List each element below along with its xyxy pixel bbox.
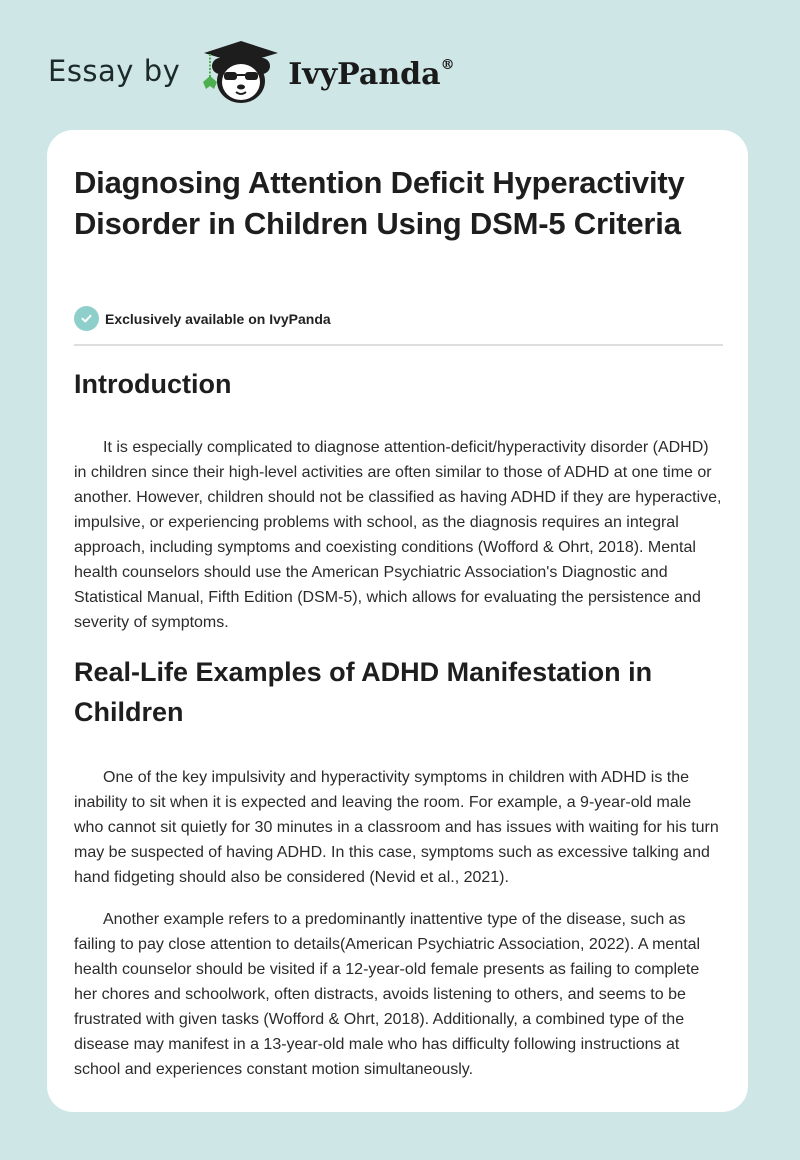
brand-text: IvyPanda (288, 56, 441, 92)
article-title: Diagnosing Attention Deficit Hyperactivity Disorder in Children Using DSM-5 Criteria (74, 165, 685, 241)
paragraph: Another example refers to a predominantly inattentive type of the disease, such as failing to pay close attention to details(American Psychiatric Association, 2022). A mental health counselor should be visited if a 12-year-old female presents as failing to complete her chores and schoolwork, often distracts, avoids listening to others, and seems to be frustrated with given tasks (Wofford & Ohrt, 2018). Additionally, a combined type of the disease may manifest in a 13-year-old male who has difficulty following instructions at school and experiences constant motion simultaneously. (74, 911, 701, 1078)
article-card (47, 130, 748, 1112)
section-heading-introduction: Introduction (74, 369, 232, 399)
brand-name[interactable] (288, 57, 454, 92)
checkmark-circle-icon (74, 306, 99, 331)
divider (74, 344, 723, 346)
panda-graduation-cap-icon[interactable] (198, 36, 284, 106)
section-heading-real-life-examples: Real-Life Examples of ADHD Manifestation in Children (74, 657, 653, 727)
article-body (74, 364, 724, 1082)
exclusive-badge (74, 306, 331, 331)
paragraph: One of the key impulsivity and hyperactivity symptoms in children with ADHD is the inability to sit when it is expected and leaving the room. For example, a 9-year-old male who cannot sit quietly for 30 minutes in a classroom and has issues with waiting for his turn may be suspected of having ADHD. In this case, symptoms such as excessive talking and hand fidgeting should also be considered (Nevid et al., 2021). (74, 769, 719, 886)
badge-text: Exclusively available on IvyPanda (105, 310, 331, 327)
site-header (48, 36, 455, 106)
registered-mark: ® (440, 56, 455, 73)
essay-by-label: Essay by (48, 54, 181, 88)
paragraph: It is especially complicated to diagnose attention-deficit/hyperactivity disorder (ADHD) in children since their high-level activities are often similar to those of ADHD at one time or another. However, children should not be classified as having ADHD if they are hyperactive, impulsive, or experiencing problems with school, as the diagnosis requires an integral approach, including symptoms and coexisting conditions (Wofford & Ohrt, 2018). Mental health counselors should use the American Psychiatric Association's Diagnostic and Statistical Manual, Fifth Edition (DSM-5), which allows for evaluating the persistence and severity of symptoms. (74, 439, 722, 631)
